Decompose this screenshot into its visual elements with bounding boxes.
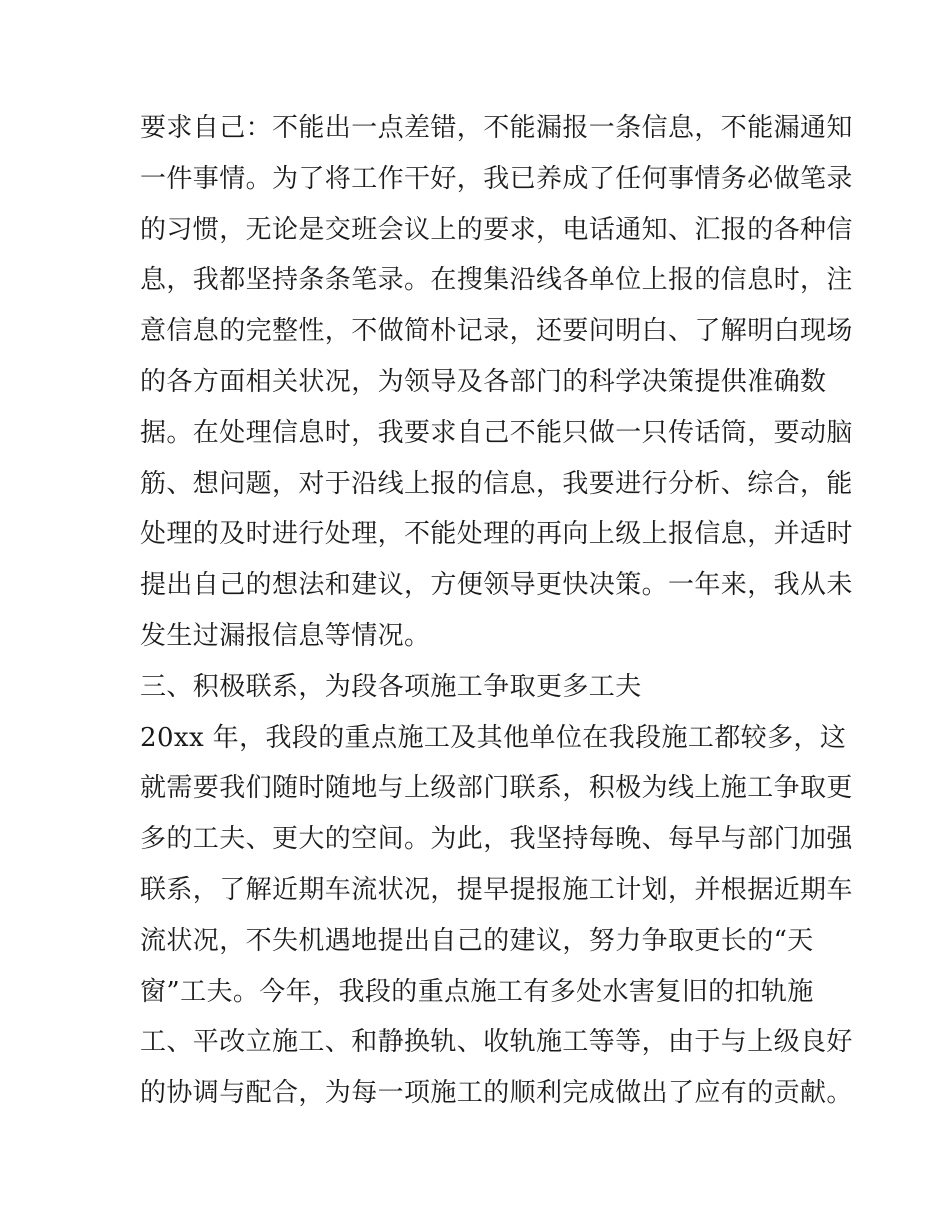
text-line: 窗”工夫。今年，我段的重点施工有多处水害复旧的扣轨施 (140, 976, 814, 1007)
text-line: 20xx 年，我段的重点施工及其他单位在我段施工都较多，这 (140, 722, 847, 753)
text-line: 的各方面相关状况，为领导及各部门的科学决策提供准确数 (140, 366, 827, 397)
text-line: 就需要我们随时随地与上级部门联系，积极为线上施工争取更 (140, 773, 853, 804)
section-heading: 三、积极联系，为段各项施工争取更多工夫 (140, 671, 642, 702)
text-line: 意信息的完整性，不做简朴记录，还要问明白、了解明白现场 (140, 316, 853, 347)
text-line: 据。在处理信息时，我要求自己不能只做一只传话筒，要动脑 (140, 417, 853, 448)
text-line: 联系，了解近期车流状况，提早提报施工计划，并根据近期车 (140, 874, 853, 905)
text-line: 工、平改立施工、和静换轨、收轨施工等等，由于与上级良好 (140, 1027, 853, 1058)
text-line: 的协调与配合，为每一项施工的顺利完成做出了应有的贡献。 (140, 1078, 853, 1109)
text-line: 的习惯，无论是交班会议上的要求，电话通知、汇报的各种信 (140, 214, 853, 245)
text-line: 一件事情。为了将工作干好，我已养成了任何事情务必做笔录 (140, 163, 853, 194)
body-text (140, 103, 853, 1119)
text-line: 多的工夫、更大的空间。为此，我坚持每晚、每早与部门加强 (140, 824, 853, 855)
text-line: 提出自己的想法和建议，方便领导更快决策。一年来，我从未 (140, 570, 853, 601)
text-line: 发生过漏报信息等情况。 (140, 620, 431, 651)
text-line: 息，我都坚持条条笔录。在搜集沿线各单位上报的信息时，注 (140, 265, 853, 296)
text-line: 要求自己：不能出一点差错，不能漏报一条信息，不能漏通知 (140, 113, 853, 143)
text-line: 处理的及时进行处理，不能处理的再向上级上报信息，并适时 (140, 519, 853, 550)
text-line: 流状况，不失机遇地提出自己的建议，努力争取更长的“天 (140, 925, 814, 956)
text-line: 筋、想问题，对于沿线上报的信息，我要进行分析、综合，能 (140, 468, 853, 499)
